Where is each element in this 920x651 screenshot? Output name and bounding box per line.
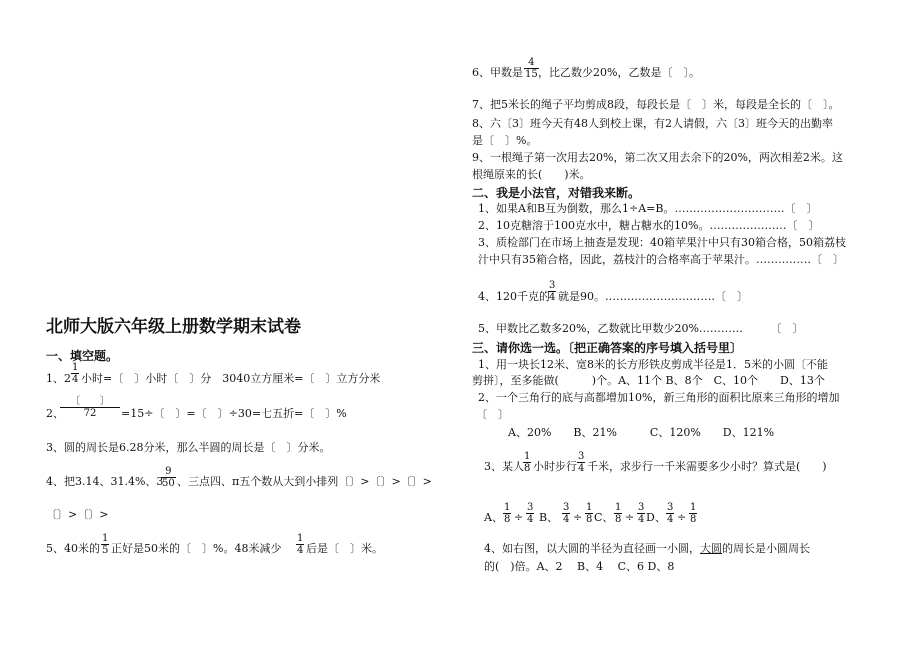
fraction-denominator: 4 xyxy=(638,514,645,525)
judgement-5: 5、甲数比乙数多20%，乙数就比甲数少20%………… 〔 〕 xyxy=(478,322,804,335)
fraction-numerator: 1 xyxy=(615,502,622,513)
choice-2-line2: 〔 〕 xyxy=(476,408,509,421)
choice-1-line1: 1、用一块长12米、宽8米的长方形铁皮剪成半径是1．5米的小圆〔不能 xyxy=(478,358,828,371)
choice-3-option-b-fraction-2 xyxy=(585,502,593,525)
fraction-denominator: 4 xyxy=(549,292,556,303)
choice-3-option-d-divide: ÷ xyxy=(677,511,687,524)
fraction-numerator: 3 xyxy=(549,280,556,291)
fraction-denominator: 5 xyxy=(102,545,109,556)
judgement-3-line2: 汁中只有35箱合格，因此，荔枝汁的合格率高于苹果汁。……………〔 〕 xyxy=(478,253,844,266)
fraction-denominator: 8 xyxy=(524,463,531,474)
fraction-denominator: 4 xyxy=(72,374,79,385)
fraction-denominator: 8 xyxy=(504,514,511,525)
choice-2-line1: 2、一个三角行的底与高都增加10%，新三角形的面积比原来三角形的增加 xyxy=(478,391,840,404)
fraction-denominator: 4 xyxy=(297,545,304,556)
fraction-denominator: 50 xyxy=(162,478,175,489)
fraction-numerator: 1 xyxy=(297,533,304,544)
page-title: 北师大版六年级上册数学期末试卷 xyxy=(46,317,301,337)
question-9-line1: 9、一根绳子第一次用去20%，第二次又用去余下的20%，两次相差2米。这 xyxy=(472,151,843,164)
fraction-denominator: 4 xyxy=(578,463,585,474)
choice-4-line2: 的( )倍。A、2 B、4 C、6 D、8 xyxy=(484,560,675,573)
question-2-fraction xyxy=(60,396,120,419)
fraction-numerator: 3 xyxy=(667,502,674,513)
fraction-denominator: 8 xyxy=(586,514,593,525)
choice-3-fraction-2 xyxy=(577,451,585,474)
fraction-numerator: 1 xyxy=(524,451,531,462)
judgement-3-line1: 3、质检部门在市场上抽查是发现：40箱苹果汁中只有30箱合格，50箱荔枝 xyxy=(478,236,846,249)
choice-3-option-a-fraction-1 xyxy=(503,502,511,525)
choice-3-option-b-divide: ÷ xyxy=(573,511,583,524)
choice-3-option-b-label: B、 xyxy=(539,511,559,524)
judgement-4-fraction xyxy=(548,280,556,303)
fraction-numerator: 1 xyxy=(102,533,109,544)
choice-3-middle: 小时步行 xyxy=(533,460,577,473)
fraction-numerator: 1 xyxy=(72,362,79,373)
question-4-line2: 〔〕>〔〕> xyxy=(46,508,109,521)
choice-3-option-d-fraction-2 xyxy=(689,502,697,525)
fraction-numerator: 1 xyxy=(586,502,593,513)
fraction-numerator: 3 xyxy=(563,502,570,513)
choice-4-line1 xyxy=(484,542,810,556)
question-8-line1: 8、六〔3〕班今天有48人到校上课，有2人请假，六〔3〕班今天的出勤率 xyxy=(472,117,833,130)
choice-3-option-a-divide: ÷ xyxy=(514,511,524,524)
choice-3-fraction-1 xyxy=(523,451,531,474)
fraction-numerator: 9 xyxy=(161,466,176,478)
question-5-fraction-2 xyxy=(296,533,304,556)
question-1-prefix: 1、2 xyxy=(46,372,71,385)
fraction-numerator: 3 xyxy=(527,502,534,513)
question-3: 3、圆的周长是6.28分米，那么半圆的周长是〔 〕分米。 xyxy=(46,441,331,454)
fraction-denominator: 4 xyxy=(667,514,674,525)
question-2-prefix: 2、 xyxy=(46,407,64,420)
question-5-middle: 正好是50米的〔 〕%。48米减少 xyxy=(111,542,282,555)
question-9-line2: 根绳原来的长( )米。 xyxy=(472,168,591,181)
question-1-fraction xyxy=(71,362,79,385)
choice-3-option-c-fraction-1 xyxy=(614,502,622,525)
choice-2-options: A、20% B、21% C、120% D、121% xyxy=(508,426,775,439)
choice-4-prefix: 4、如右图，以大圆的半径为直径画一小圆， xyxy=(484,542,700,555)
choice-3-option-c-fraction-2 xyxy=(637,502,645,525)
fraction-numerator: 3 xyxy=(578,451,585,462)
question-4-prefix: 4、把3.14、31.4%、3 xyxy=(46,475,164,488)
question-6-fraction xyxy=(524,57,539,80)
choice-3-option-d-label: D、 xyxy=(646,511,666,524)
choice-3-prefix: 3、某人 xyxy=(484,460,524,473)
judgement-4-text: 就是90。…………………………〔 〕 xyxy=(558,290,748,303)
fraction-denominator: 4 xyxy=(563,514,570,525)
choice-3-option-c-divide: ÷ xyxy=(625,511,635,524)
choice-3-option-b-fraction-1 xyxy=(562,502,570,525)
question-4-fraction xyxy=(161,466,176,489)
fraction-numerator: 1 xyxy=(504,502,511,513)
fraction-denominator: 8 xyxy=(690,514,697,525)
question-7: 7、把5米长的绳子平均剪成8段，每段长是〔 〕米，每段是全长的〔 〕。 xyxy=(472,98,840,111)
fraction-denominator: 72 xyxy=(83,408,97,419)
choice-3-option-a-label: A、 xyxy=(484,511,503,524)
fraction-numerator: 3 xyxy=(638,502,645,513)
question-2-text: =15÷〔 〕=〔 〕÷30=七五折=〔 〕% xyxy=(121,407,347,420)
question-5-prefix: 5、40米的 xyxy=(46,542,100,555)
judgement-1: 1、如果A和B互为倒数，那么1÷A=B。…………………………〔 〕 xyxy=(478,202,818,215)
choice-3-option-a-fraction-2 xyxy=(526,502,534,525)
fraction-numerator: 〔 〕 xyxy=(60,396,120,408)
choice-3-option-d-fraction-1 xyxy=(666,502,674,525)
question-5-end: 后是〔 〕米。 xyxy=(306,542,383,555)
judgement-4-prefix: 4、120千克的 xyxy=(478,290,550,303)
fraction-numerator: 4 xyxy=(524,57,539,69)
fraction-numerator: 1 xyxy=(690,502,697,513)
fraction-denominator: 4 xyxy=(527,514,534,525)
judgement-2: 2、10克糖溶于100克水中，糖占糖水的10%。…………………〔 〕 xyxy=(478,219,820,232)
question-1-text: 小时=〔 〕小时〔 〕分 3040立方厘米=〔 〕立方分米 xyxy=(81,372,381,385)
choice-3-end: 千米，求步行一千米需要多少小时？算式是( ) xyxy=(587,460,827,473)
fraction-denominator: 15 xyxy=(525,69,538,80)
choice-4-underlined: 大圆 xyxy=(700,542,722,555)
question-8-line2: 是〔 〕%。 xyxy=(472,134,538,147)
section2-heading: 二、我是小法官，对错我来断。 xyxy=(472,186,641,200)
question-5-fraction-1 xyxy=(101,533,109,556)
choice-1-line2: 剪拼〕，至多能做( )个。A、11个 B、8个 C、10个 D、13个 xyxy=(472,374,825,387)
question-6-prefix: 6、甲数是 xyxy=(472,66,523,79)
fraction-denominator: 8 xyxy=(615,514,622,525)
question-6-text: ，比乙数少20%，乙数是〔 〕。 xyxy=(538,66,700,79)
choice-4-suffix: 的周长是小圆周长 xyxy=(722,542,810,555)
section1-heading: 一、填空题。 xyxy=(46,349,119,363)
section3-heading: 三、请你选一选。〔把正确答案的序号填入括号里〕 xyxy=(472,341,743,355)
choice-3-option-c-label: C、 xyxy=(594,511,614,524)
question-4-text: 、三点四、π五个数从大到小排列〔〕>〔〕>〔〕> xyxy=(177,475,432,488)
